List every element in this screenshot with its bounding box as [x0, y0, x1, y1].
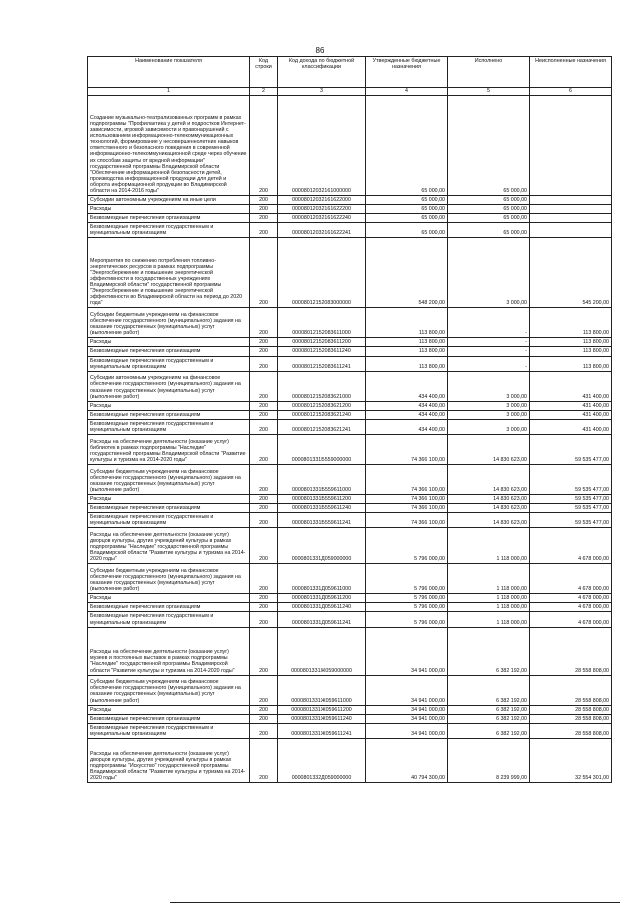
executed-cell: 14 830 623,00 [448, 504, 530, 513]
approved-cell: 40 794 300,00 [366, 738, 448, 782]
table-row [88, 338, 612, 347]
approved-cell: 74 366 100,00 [366, 504, 448, 513]
unexecuted-cell: 59 535 477,00 [530, 504, 612, 513]
indicator-name-cell: Безвозмездные перечисления государственным и муниципальным организациям [88, 612, 250, 627]
indicator-name-cell: Расходы [88, 205, 250, 214]
indicator-name-cell: Создание музыкально-театрализованных программ в рамках подпрограммы "Профилактика у детей и подростков Интернет-зависимости, игровой зависимости и правонарушений с использованием информационно-телекоммуникационных технологий, формирование у несовершеннолетних навыков ответственного и безопасного поведения в современной информационно-телекоммуникационной среде через обучение их способам защиты от вредной информации" государственной программы Владимирской области "Обеспечение информационной безопасности детей, производства информационной продукции для детей и оборота информационной продукции во Владимирской области на 2014-2016 годы" [88, 96, 250, 196]
unexecuted-cell: 59 535 477,00 [530, 435, 612, 465]
classification-code-cell: 00008012152083611000 [278, 308, 366, 338]
executed-cell: 65 000,00 [448, 205, 530, 214]
approved-cell: 74 366 100,00 [366, 465, 448, 495]
classification-code-cell: 0000801331Б559611000 [278, 465, 366, 495]
classification-code-cell: 0000801331Ж059611200 [278, 705, 366, 714]
executed-cell: 14 830 623,00 [448, 513, 530, 528]
line-code-cell: 200 [250, 627, 278, 675]
classification-code-cell: 00008012032161000000 [278, 96, 366, 196]
indicator-name-cell: Субсидии бюджетным учреждениям на финансовое обеспечение государственного (муниципального) задания на оказание государственных (муниципальных) услуг (выполнение работ) [88, 675, 250, 705]
approved-cell: 113 800,00 [366, 308, 448, 338]
approved-cell: 434 400,00 [366, 410, 448, 419]
approved-cell: 74 366 100,00 [366, 495, 448, 504]
table-row [88, 738, 612, 782]
unexecuted-cell: 59 535 477,00 [530, 513, 612, 528]
classification-code-cell: 0000801331Д059000000 [278, 528, 366, 564]
unexecuted-cell: 431 400,00 [530, 371, 612, 401]
line-code-cell: 200 [250, 338, 278, 347]
executed-cell: 3 000,00 [448, 410, 530, 419]
executed-cell: 65 000,00 [448, 223, 530, 238]
line-code-cell: 200 [250, 723, 278, 738]
unexecuted-cell: 28 558 808,00 [530, 705, 612, 714]
table-row [88, 723, 612, 738]
unexecuted-cell [530, 96, 612, 196]
indicator-name-cell: Расходы [88, 495, 250, 504]
executed-cell: 1 118 000,00 [448, 612, 530, 627]
header-unexecuted: Неисполненные назначения [530, 57, 612, 88]
approved-cell: 113 800,00 [366, 347, 448, 356]
column-number-row [88, 88, 612, 96]
classification-code-cell: 0000801331Б559611200 [278, 495, 366, 504]
indicator-name-cell: Субсидии бюджетным учреждениям на финансовое обеспечение государственного (муниципального) задания на оказание государственных (муниципальных) услуг (выполнение работ) [88, 564, 250, 594]
indicator-name-cell: Расходы [88, 338, 250, 347]
indicator-name-cell: Субсидии бюджетным учреждениям на финансовое обеспечение государственного (муниципального) задания на оказание государственных (муниципальных) услуг (выполнение работ) [88, 308, 250, 338]
line-code-cell: 200 [250, 564, 278, 594]
table-row [88, 612, 612, 627]
unexecuted-cell: 28 558 808,00 [530, 723, 612, 738]
table-row [88, 603, 612, 612]
unexecuted-cell: 4 678 000,00 [530, 528, 612, 564]
executed-cell: 1 118 000,00 [448, 603, 530, 612]
table-row [88, 196, 612, 205]
table-row [88, 308, 612, 338]
approved-cell: 65 000,00 [366, 205, 448, 214]
classification-code-cell: 0000801331Д059611200 [278, 594, 366, 603]
executed-cell: 6 382 192,00 [448, 675, 530, 705]
classification-code-cell: 00008012152083621000 [278, 371, 366, 401]
table-row [88, 419, 612, 434]
approved-cell: 74 366 100,00 [366, 435, 448, 465]
classification-code-cell: 0000801332Д059000000 [278, 738, 366, 782]
executed-cell: 6 382 192,00 [448, 627, 530, 675]
classification-code-cell: 00008012152083611200 [278, 338, 366, 347]
line-code-cell: 200 [250, 96, 278, 196]
classification-code-cell: 00008012032161622240 [278, 214, 366, 223]
column-number: 4 [366, 88, 448, 96]
table-header-row [88, 57, 612, 88]
table-row [88, 564, 612, 594]
indicator-name-cell: Безвозмездные перечисления государственным и муниципальным организациям [88, 513, 250, 528]
line-code-cell: 200 [250, 401, 278, 410]
indicator-name-cell: Расходы [88, 401, 250, 410]
line-code-cell: 200 [250, 705, 278, 714]
table-row [88, 435, 612, 465]
indicator-name-cell: Безвозмездные перечисления организациям [88, 714, 250, 723]
table-row [88, 465, 612, 495]
approved-cell: 5 796 000,00 [366, 594, 448, 603]
executed-cell: 14 830 623,00 [448, 435, 530, 465]
table-row [88, 356, 612, 371]
approved-cell: 34 941 000,00 [366, 627, 448, 675]
line-code-cell: 200 [250, 223, 278, 238]
executed-cell: 8 239 999,00 [448, 738, 530, 782]
classification-code-cell: 00008012032161622200 [278, 205, 366, 214]
column-number: 5 [448, 88, 530, 96]
approved-cell: 65 000,00 [366, 96, 448, 196]
executed-cell: 6 382 192,00 [448, 705, 530, 714]
line-code-cell: 200 [250, 435, 278, 465]
table-row [88, 495, 612, 504]
indicator-name-cell: Безвозмездные перечисления государственным и муниципальным организациям [88, 356, 250, 371]
executed-cell: - [448, 347, 530, 356]
classification-code-cell: 00008012152083621200 [278, 401, 366, 410]
line-code-cell: 200 [250, 738, 278, 782]
classification-code-cell: 0000801331Б559611241 [278, 513, 366, 528]
indicator-name-cell: Расходы на обеспечение деятельности (оказание услуг) дворцов культуры, других учреждений культуры в рамках подпрограммы "Искусство" государственной программы Владимирской области "Развитие культуры и туризма на 2014-2020 годы" [88, 738, 250, 782]
line-code-cell: 200 [250, 196, 278, 205]
indicator-name-cell: Безвозмездные перечисления организациям [88, 603, 250, 612]
indicator-name-cell: Расходы на обеспечение деятельности (оказание услуг) музеев и постоянных выставок в рамках подпрограммы "Наследие" государственной программы Владимирской области "Развитие культуры и туризма на 2014-2020 годы" [88, 627, 250, 675]
line-code-cell: 200 [250, 371, 278, 401]
table-row [88, 714, 612, 723]
unexecuted-cell: 4 678 000,00 [530, 603, 612, 612]
table-row [88, 205, 612, 214]
classification-code-cell: 00008012152083611241 [278, 356, 366, 371]
executed-cell: - [448, 308, 530, 338]
table-row [88, 528, 612, 564]
table-row [88, 627, 612, 675]
line-code-cell: 200 [250, 612, 278, 627]
table-body [88, 96, 612, 783]
approved-cell: 34 941 000,00 [366, 675, 448, 705]
line-code-cell: 200 [250, 356, 278, 371]
unexecuted-cell: 545 200,00 [530, 238, 612, 308]
page-number: 86 [315, 46, 325, 55]
executed-cell: - [448, 356, 530, 371]
header-classification-code: Код дохода по бюджетной классификации [278, 57, 366, 88]
unexecuted-cell [530, 196, 612, 205]
approved-cell: 5 796 000,00 [366, 528, 448, 564]
table-row [88, 504, 612, 513]
unexecuted-cell: 431 400,00 [530, 410, 612, 419]
unexecuted-cell: 113 800,00 [530, 338, 612, 347]
classification-code-cell: 0000801331Д059611241 [278, 612, 366, 627]
table-row [88, 401, 612, 410]
classification-code-cell: 0000801331Д059611000 [278, 564, 366, 594]
approved-cell: 74 366 100,00 [366, 513, 448, 528]
approved-cell: 434 400,00 [366, 419, 448, 434]
indicator-name-cell: Безвозмездные перечисления государственным и муниципальным организациям [88, 223, 250, 238]
classification-code-cell: 0000801331Ж059611241 [278, 723, 366, 738]
indicator-name-cell: Расходы на обеспечение деятельности (оказание услуг) дворцов культуры, других учреждений культуры в рамках подпрограммы "Наследие" государственной программы Владимирской области "Развитие культуры и туризма на 2014-2020 годы" [88, 528, 250, 564]
executed-cell: 3 000,00 [448, 401, 530, 410]
classification-code-cell: 00008012032161622241 [278, 223, 366, 238]
indicator-name-cell: Мероприятия по снижению потребления топливно-энергетических ресурсов в рамках подпрограммы "Энергосбережение и повышение энергетической эффективности в государственных учреждениях Владимирской области" государственной программы "Энергосбережение и повышение энергетической эффективности во Владимирской области на период до 2020 года" [88, 238, 250, 308]
table-row [88, 347, 612, 356]
column-number: 1 [88, 88, 250, 96]
executed-cell: 1 118 000,00 [448, 528, 530, 564]
unexecuted-cell: 28 558 808,00 [530, 675, 612, 705]
approved-cell: 34 941 000,00 [366, 714, 448, 723]
header-line-code: Код строки [250, 57, 278, 88]
line-code-cell: 200 [250, 205, 278, 214]
line-code-cell: 200 [250, 214, 278, 223]
line-code-cell: 200 [250, 594, 278, 603]
approved-cell: 5 796 000,00 [366, 612, 448, 627]
line-code-cell: 200 [250, 410, 278, 419]
approved-cell: 434 400,00 [366, 371, 448, 401]
indicator-name-cell: Безвозмездные перечисления организациям [88, 410, 250, 419]
indicator-name-cell: Расходы [88, 594, 250, 603]
header-approved: Утвержденные бюджетные назначения [366, 57, 448, 88]
approved-cell: 34 941 000,00 [366, 705, 448, 714]
executed-cell: 14 830 623,00 [448, 465, 530, 495]
classification-code-cell: 00008012152083611240 [278, 347, 366, 356]
approved-cell: 34 941 000,00 [366, 723, 448, 738]
classification-code-cell: 0000801331Ж059611000 [278, 675, 366, 705]
unexecuted-cell: 4 678 000,00 [530, 612, 612, 627]
approved-cell: 65 000,00 [366, 214, 448, 223]
line-code-cell: 200 [250, 347, 278, 356]
table-row [88, 223, 612, 238]
executed-cell: 65 000,00 [448, 214, 530, 223]
unexecuted-cell: 431 400,00 [530, 419, 612, 434]
indicator-name-cell: Безвозмездные перечисления государственным и муниципальным организациям [88, 723, 250, 738]
unexecuted-cell: 113 800,00 [530, 308, 612, 338]
indicator-name-cell: Безвозмездные перечисления государственным и муниципальным организациям [88, 419, 250, 434]
indicator-name-cell: Субсидии автономным учреждениям на иные цели [88, 196, 250, 205]
executed-cell: 6 382 192,00 [448, 723, 530, 738]
executed-cell: 65 000,00 [448, 196, 530, 205]
table-row [88, 214, 612, 223]
table-row [88, 705, 612, 714]
indicator-name-cell: Расходы на обеспечение деятельности (оказание услуг) библиотек в рамках подпрограммы "Наследие" государственной программы Владимирской области "Развитие культуры и туризма на 2014-2020 годы" [88, 435, 250, 465]
line-code-cell: 200 [250, 513, 278, 528]
unexecuted-cell [530, 223, 612, 238]
unexecuted-cell: 28 558 808,00 [530, 714, 612, 723]
bottom-rule [170, 902, 620, 903]
column-number: 6 [530, 88, 612, 96]
classification-code-cell: 00008012152083621241 [278, 419, 366, 434]
indicator-name-cell: Безвозмездные перечисления организациям [88, 347, 250, 356]
approved-cell: 434 400,00 [366, 401, 448, 410]
unexecuted-cell: 4 678 000,00 [530, 564, 612, 594]
unexecuted-cell: 4 678 000,00 [530, 594, 612, 603]
indicator-name-cell: Расходы [88, 705, 250, 714]
line-code-cell: 200 [250, 419, 278, 434]
classification-code-cell: 0000801331Ж059611240 [278, 714, 366, 723]
table-row [88, 371, 612, 401]
unexecuted-cell: 59 535 477,00 [530, 465, 612, 495]
executed-cell: 1 118 000,00 [448, 564, 530, 594]
table-row [88, 410, 612, 419]
line-code-cell: 200 [250, 504, 278, 513]
header-executed: Исполнено [448, 57, 530, 88]
classification-code-cell: 0000801331Б559000000 [278, 435, 366, 465]
executed-cell: 3 000,00 [448, 371, 530, 401]
indicator-name-cell: Субсидии автономным учреждениям на финансовое обеспечение государственного (муниципального) задания на оказание государственных (муниципальных) услуг (выполнение работ) [88, 371, 250, 401]
executed-cell: 1 118 000,00 [448, 594, 530, 603]
classification-code-cell: 0000801331Ж059000000 [278, 627, 366, 675]
line-code-cell: 200 [250, 603, 278, 612]
unexecuted-cell: 113 800,00 [530, 347, 612, 356]
executed-cell: - [448, 338, 530, 347]
indicator-name-cell: Безвозмездные перечисления организациям [88, 214, 250, 223]
indicator-name-cell: Субсидии бюджетным учреждениям на финансовое обеспечение государственного (муниципального) задания на оказание государственных (муниципальных) услуг (выполнение работ) [88, 465, 250, 495]
executed-cell: 14 830 623,00 [448, 495, 530, 504]
budget-report-table [87, 56, 612, 783]
unexecuted-cell [530, 214, 612, 223]
approved-cell: 5 796 000,00 [366, 564, 448, 594]
unexecuted-cell [530, 205, 612, 214]
header-indicator-name: Наименование показателя [88, 57, 250, 88]
line-code-cell: 200 [250, 528, 278, 564]
approved-cell: 65 000,00 [366, 223, 448, 238]
unexecuted-cell: 431 400,00 [530, 401, 612, 410]
line-code-cell: 200 [250, 714, 278, 723]
table-row [88, 96, 612, 196]
classification-code-cell: 0000801331Д059611240 [278, 603, 366, 612]
executed-cell: 3 000,00 [448, 419, 530, 434]
executed-cell: 65 000,00 [448, 96, 530, 196]
unexecuted-cell: 28 558 808,00 [530, 627, 612, 675]
approved-cell: 113 800,00 [366, 338, 448, 347]
line-code-cell: 200 [250, 238, 278, 308]
table-row [88, 675, 612, 705]
table-row [88, 594, 612, 603]
line-code-cell: 200 [250, 675, 278, 705]
indicator-name-cell: Безвозмездные перечисления организациям [88, 504, 250, 513]
line-code-cell: 200 [250, 495, 278, 504]
line-code-cell: 200 [250, 308, 278, 338]
table-row [88, 238, 612, 308]
classification-code-cell: 00008012152083000000 [278, 238, 366, 308]
approved-cell: 65 000,00 [366, 196, 448, 205]
unexecuted-cell: 59 535 477,00 [530, 495, 612, 504]
approved-cell: 5 796 000,00 [366, 603, 448, 612]
classification-code-cell: 0000801331Б559611240 [278, 504, 366, 513]
table-row [88, 513, 612, 528]
classification-code-cell: 00008012032161622000 [278, 196, 366, 205]
approved-cell: 548 200,00 [366, 238, 448, 308]
approved-cell: 113 800,00 [366, 356, 448, 371]
column-number: 2 [250, 88, 278, 96]
unexecuted-cell: 32 554 301,00 [530, 738, 612, 782]
executed-cell: 6 382 192,00 [448, 714, 530, 723]
column-number: 3 [278, 88, 366, 96]
executed-cell: 3 000,00 [448, 238, 530, 308]
unexecuted-cell: 113 800,00 [530, 356, 612, 371]
classification-code-cell: 00008012152083621240 [278, 410, 366, 419]
line-code-cell: 200 [250, 465, 278, 495]
